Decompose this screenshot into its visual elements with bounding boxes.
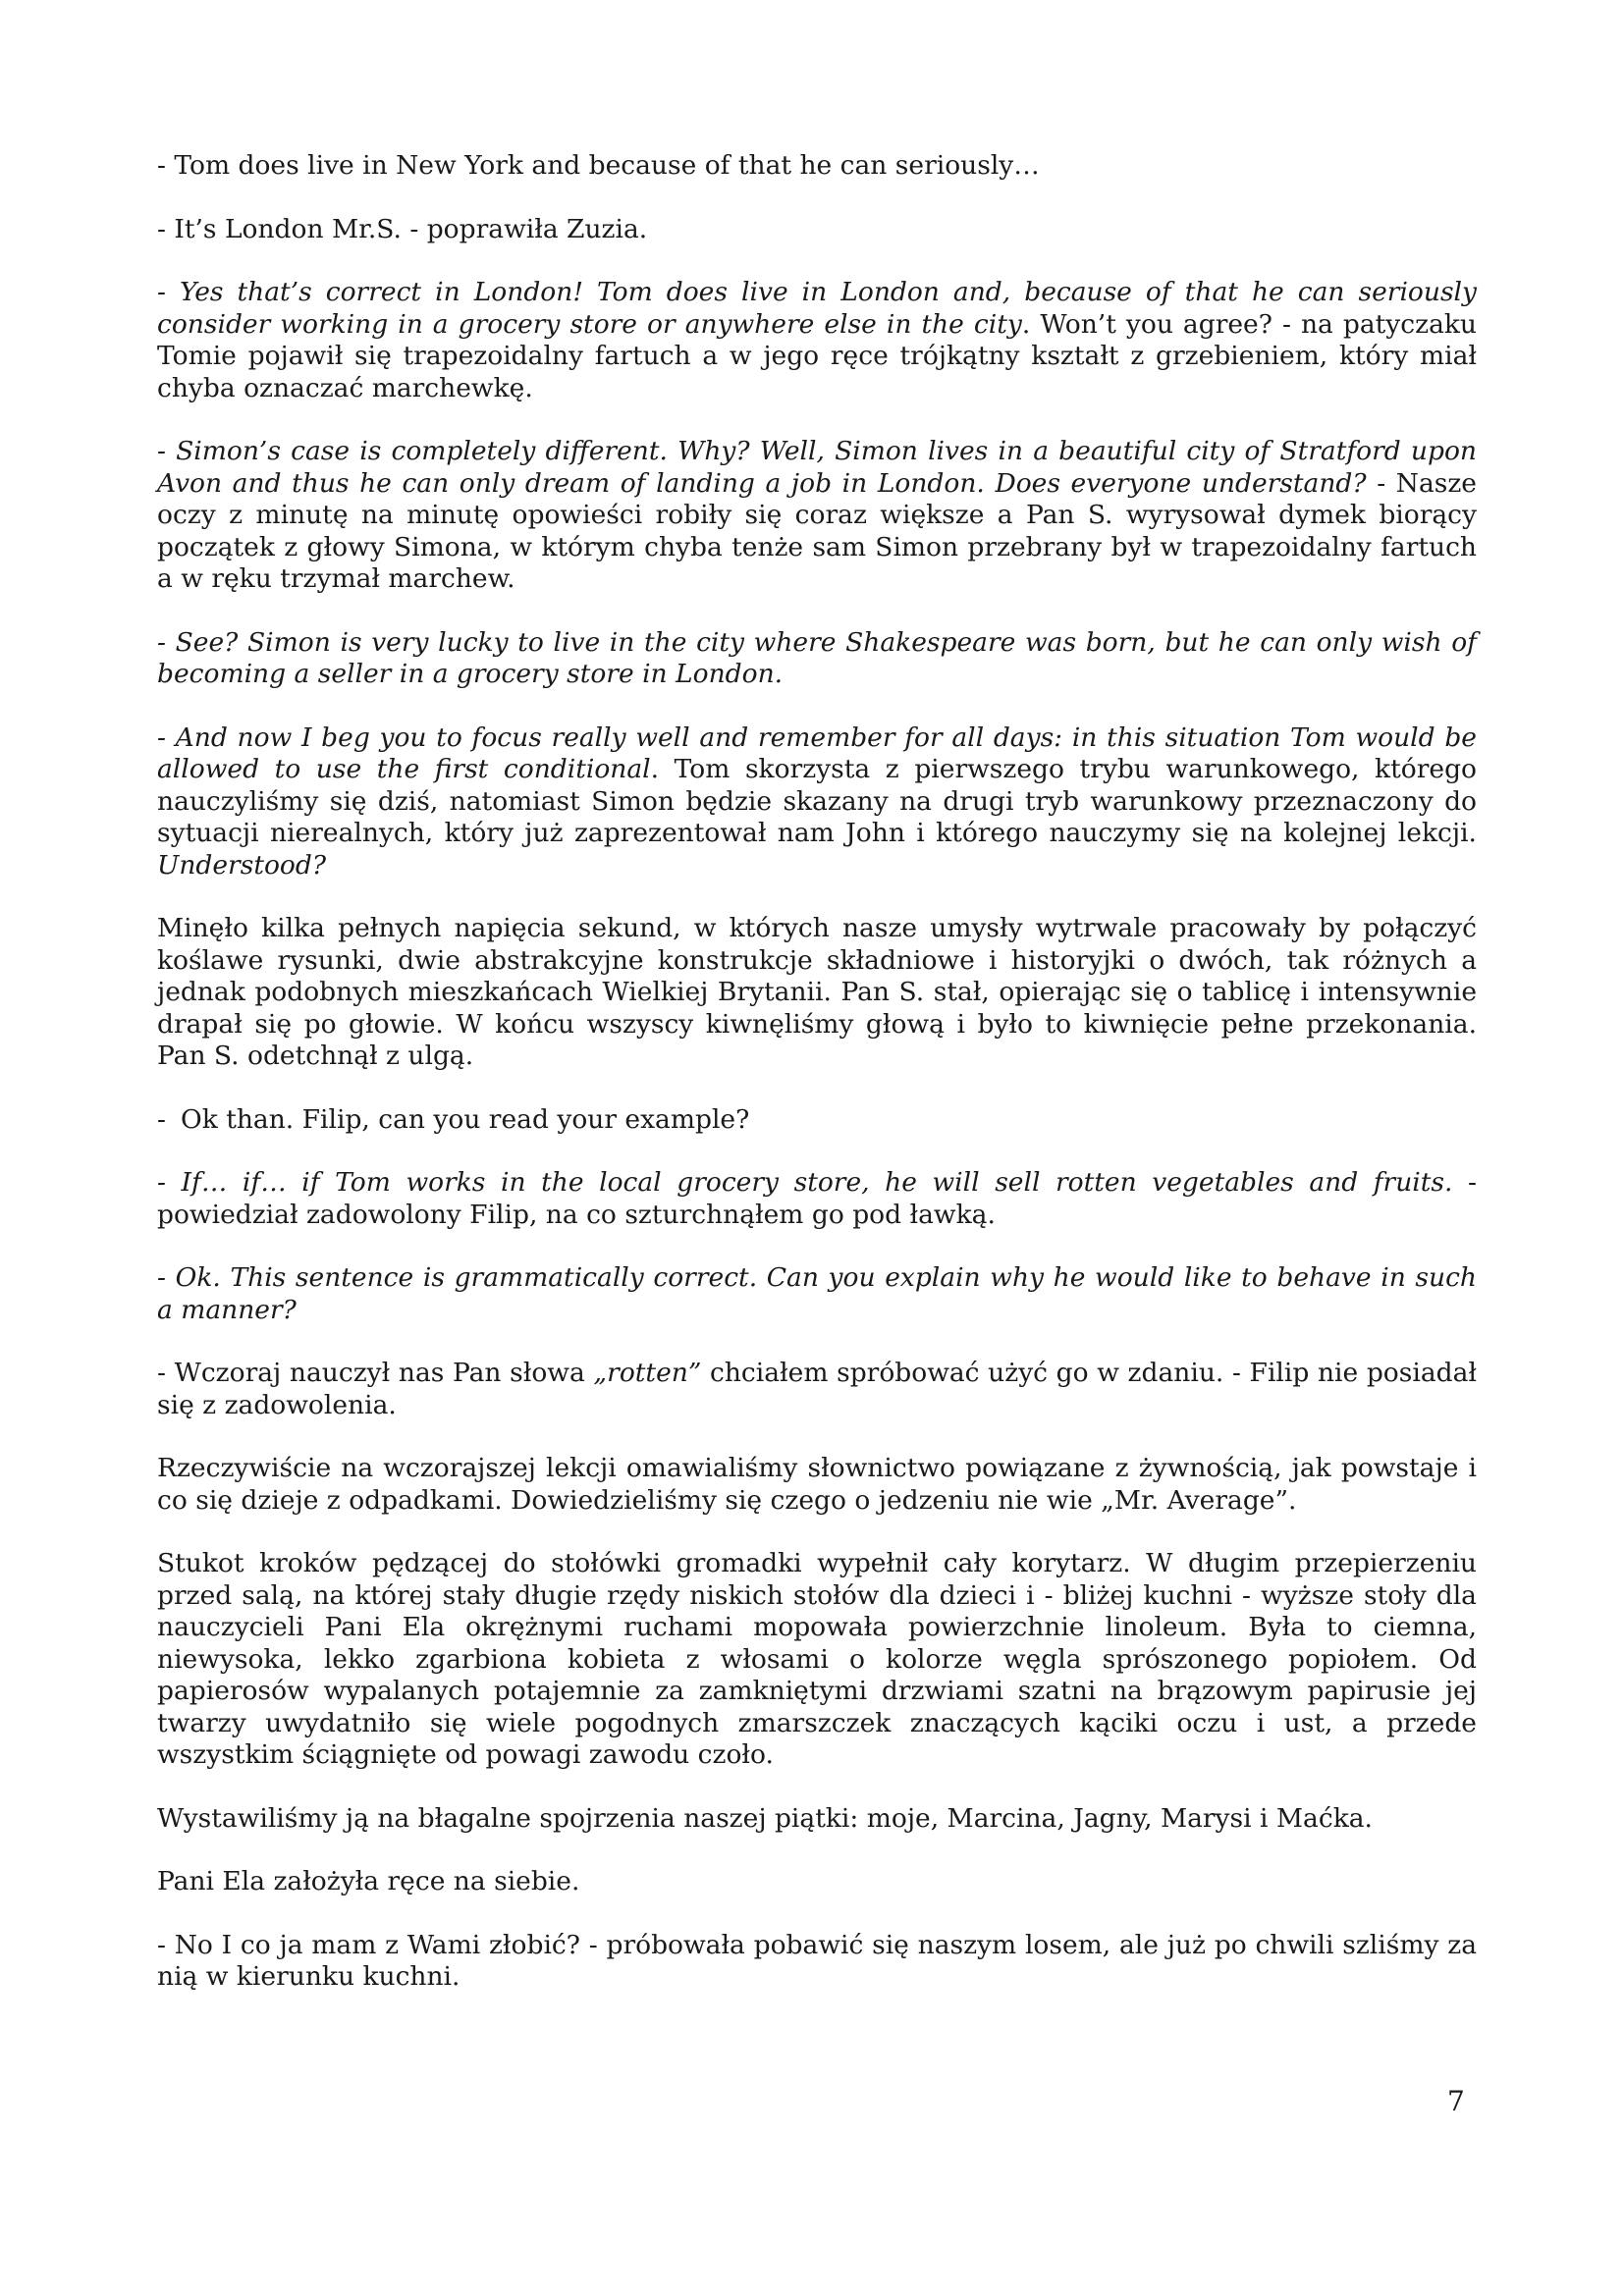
text-segment: - Tom does live in New York and because of that he can seriously… (157, 150, 1040, 181)
document-body (157, 150, 1477, 2025)
text-segment: - Wczoraj nauczył nas Pan słowa (157, 1358, 594, 1388)
page-number: 7 (1447, 2085, 1465, 2117)
paragraph (157, 436, 1477, 596)
paragraph (157, 1104, 1477, 1137)
paragraph (157, 1453, 1477, 1517)
paragraph (157, 913, 1477, 1073)
text-segment: Wystawiliśmy ją na błagalne spojrzenia naszej piątki: moje, Marcina, Jagny, Marysi i Maćka. (157, 1802, 1373, 1834)
italic-text-segment: Understood? (157, 849, 327, 881)
text-segment: . Tom skorzysta z pierwszego trybu warunkowego, którego nauczyliśmy się dziś, natomiast Simon będzie skazany na drugi tryb warunkowy przeznaczony do sytuacji nierealnych, który już zaprezentował nam John i którego nauczymy się na kolejnej lekcji. (157, 754, 1477, 848)
text-segment: . Won’t you agree? - na patyczaku Tomie pojawił się trapezoidalny fartuch a w jego ręce trójkątny kształt z grzebieniem, który miał chyba oznaczać marchewkę. (157, 308, 1478, 403)
text-segment: Minęło kilka pełnych napięcia sekund, w których nasze umysły wytrwale pracowały by połączyć koślawe rysunki, dwie abstrakcyjne konstrukcje składniowe i historyjki o dwóch, tak różnych a jednak podobnych mieszkańcach Wielkiej Brytanii. Pan S. stał, opierając się o tablicę i intensywnie drapał się po głowie. W końcu wszyscy kiwnęliśmy głową i było to kiwnięcie pełne przekonania. Pan S. odetchnął z ulgą. (157, 913, 1477, 1071)
italic-text-segment: - If… if… if Tom works in the local grocery store, he will sell rotten vegetables and fruits. (157, 1167, 1453, 1198)
text-segment: - Nasze oczy z minutę na minutę opowieści robiły się coraz większe a Pan S. wyrysował dymek biorący początek z głowy Simona, w którym chyba tenże sam Simon przebrany był w trapezoidalny fartuch a w ręku trzymał marchew. (157, 467, 1477, 594)
paragraph (157, 277, 1477, 404)
text-segment: - No I co ja mam z Wami złobić? - próbowała pobawić się naszym losem, ale już po chwili szliśmy za nią w kierunku kuchni. (157, 1929, 1477, 1992)
paragraph (157, 627, 1477, 691)
paragraph (157, 1803, 1477, 1836)
italic-text-segment: „rotten” (593, 1358, 702, 1388)
text-segment: - powiedział zadowolony Filip, na co szturchnąłem go pod ławką. (157, 1167, 1477, 1230)
italic-text-segment: - Simon’s case is completely different. Why? Well, Simon lives in a beautiful city of Stratford upon Avon and thus he can only dream of landing a job in London. Does everyone understand? (157, 436, 1477, 499)
paragraph (157, 1358, 1477, 1421)
italic-text-segment: - Ok. This sentence is grammatically correct. Can you explain why he would like to behave in such a manner? (157, 1262, 1477, 1325)
text-segment: - It’s London Mr.S. - poprawiła Zuzia. (157, 213, 648, 244)
text-segment: Rzeczywiście na wczorajszej lekcji omawialiśmy słownictwo powiązane z żywnością, jak powstaje i co się dzieje z odpadkami. Dowiedzieliśmy się czego o jedzeniu nie wie „Mr. Average”. (157, 1453, 1477, 1516)
paragraph (157, 1262, 1477, 1326)
paragraph (157, 1548, 1477, 1772)
paragraph (157, 1167, 1477, 1231)
italic-text-segment: - And now I beg you to focus really well and remember for all days: in this situation Tom would be allowed to use the first conditional (157, 721, 1477, 784)
paragraph (157, 1930, 1477, 1994)
italic-text-segment: - Yes that’s correct in London! Tom does live in London and, because of that he can seriously consider working in a grocery store or anywhere else in the city (157, 277, 1477, 340)
paragraph (157, 214, 1477, 246)
paragraph (157, 722, 1477, 882)
text-segment: chciałem spróbować użyć go w zdaniu. - Filip nie posiadał się z zadowolenia. (157, 1358, 1477, 1420)
paragraph (157, 150, 1477, 183)
text-segment: Stukot kroków pędzącej do stołówki gromadki wypełnił cały korytarz. W długim przepierzeniu przed salą, na której stały długie rzędy niskich stołów dla dzieci i - bliżej kuchni - wyższe stoły dla nauczycieli Pani Ela okrężnymi ruchami mopowała powierzchnie linoleum. Była to ciemna, niewysoka, lekko zgarbiona kobieta z włosami o kolorze węgla sprószonego popiołem. Od papierosów wypalanych potajemnie za zamkniętymi drzwiami szatni na brązowym papirusie jej twarzy uwydatniło się wiele pogodnych zmarszczek znaczących kąciki oczu i ust, a przede wszystkim ściągnięte od powagi zawodu czoło. (157, 1548, 1477, 1770)
text-segment: Ok than. Filip, can you read your example? (181, 1103, 750, 1135)
italic-text-segment: - See? Simon is very lucky to live in the city where Shakespeare was born, but he can only wish of becoming a seller in a grocery store in London. (157, 626, 1477, 689)
list-dash: - (157, 1103, 166, 1135)
paragraph (157, 1866, 1477, 1898)
text-segment: Pani Ela założyła ręce na siebie. (157, 1866, 580, 1896)
